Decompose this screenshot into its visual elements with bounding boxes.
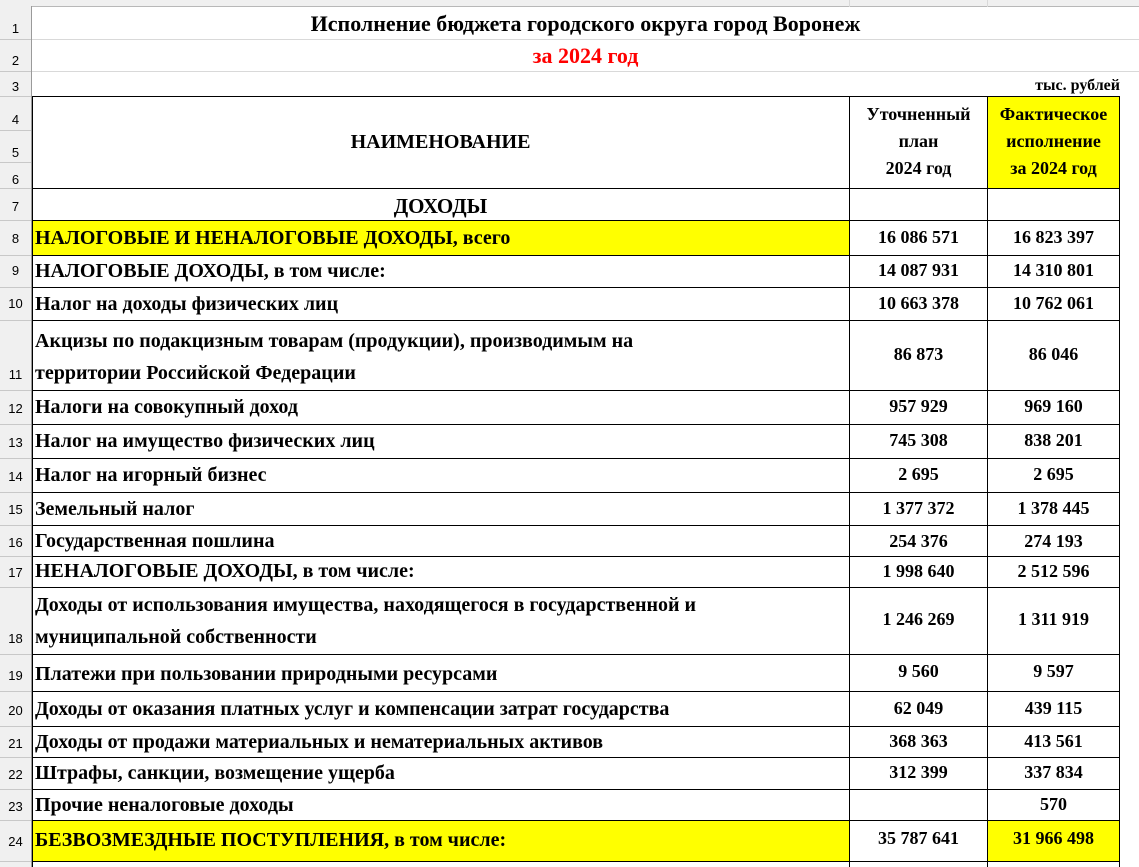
row-name-line: территории Российской Федерации bbox=[35, 362, 356, 384]
fact-value[interactable]: 969 160 bbox=[1024, 396, 1083, 416]
row-number[interactable]: 23 bbox=[8, 799, 23, 814]
row-number[interactable]: 20 bbox=[8, 703, 23, 718]
table-border bbox=[32, 820, 1120, 821]
plan-value[interactable]: 957 929 bbox=[889, 396, 948, 416]
row-separator bbox=[0, 255, 31, 256]
row-separator bbox=[0, 525, 31, 526]
table-border bbox=[32, 458, 1120, 459]
row-separator bbox=[0, 458, 31, 459]
plan-value[interactable]: 1 377 372 bbox=[882, 498, 955, 518]
row-separator bbox=[0, 757, 31, 758]
row-number[interactable]: 22 bbox=[8, 767, 23, 782]
fact-value[interactable]: 274 193 bbox=[1024, 531, 1083, 551]
row-number[interactable]: 2 bbox=[11, 53, 20, 68]
row-name[interactable]: Налог на игорный бизнес bbox=[35, 464, 267, 486]
row-number[interactable]: 10 bbox=[8, 296, 23, 311]
plan-value[interactable]: 35 787 641 bbox=[878, 828, 959, 848]
plan-value[interactable]: 16 086 571 bbox=[878, 227, 959, 247]
table-border bbox=[32, 492, 1120, 493]
row-name[interactable]: Налог на доходы физических лиц bbox=[35, 293, 339, 315]
row-name[interactable]: НАЛОГОВЫЕ ДОХОДЫ, в том числе: bbox=[35, 260, 386, 282]
table-border bbox=[849, 96, 850, 867]
table-border bbox=[32, 861, 1120, 862]
table-border bbox=[32, 320, 1120, 321]
row-number[interactable]: 9 bbox=[11, 263, 20, 278]
header-fact[interactable] bbox=[988, 101, 1119, 182]
plan-value[interactable]: 2 695 bbox=[898, 464, 939, 484]
row-name[interactable]: Доходы от оказания платных услуг и компенсации затрат государства bbox=[35, 698, 670, 720]
plan-value[interactable]: 14 087 931 bbox=[878, 260, 959, 280]
row-number[interactable]: 12 bbox=[8, 401, 23, 416]
units-label[interactable]: тыс. рублей bbox=[1035, 77, 1120, 94]
table-border bbox=[32, 390, 1120, 391]
table-border bbox=[32, 691, 1120, 692]
fact-value[interactable]: 86 046 bbox=[1028, 344, 1079, 364]
table-border bbox=[987, 96, 988, 867]
row-name[interactable]: Прочие неналоговые доходы bbox=[35, 794, 294, 816]
gridline bbox=[32, 39, 1139, 40]
row-name[interactable]: Налоги на совокупный доход bbox=[35, 396, 298, 418]
row-number[interactable]: 15 bbox=[8, 502, 23, 517]
column-header-strip bbox=[0, 0, 1139, 7]
table-border bbox=[32, 96, 1120, 97]
fact-value[interactable]: 838 201 bbox=[1024, 430, 1083, 450]
row-number[interactable]: 13 bbox=[8, 435, 23, 450]
fact-value[interactable]: 31 966 498 bbox=[1013, 828, 1094, 848]
sheet-subtitle[interactable]: за 2024 год bbox=[532, 43, 639, 68]
fact-value[interactable]: 10 762 061 bbox=[1013, 293, 1094, 313]
row-separator bbox=[0, 424, 31, 425]
fact-value[interactable]: 337 834 bbox=[1024, 762, 1083, 782]
table-border bbox=[32, 587, 1120, 588]
row-name-line: муниципальной собственности bbox=[35, 626, 317, 648]
table-border bbox=[32, 789, 1120, 790]
row-name-line: Доходы от использования имущества, находящегося в государственной и bbox=[35, 594, 697, 616]
row-separator bbox=[0, 96, 31, 97]
row-name[interactable]: Доходы от продажи материальных и нематериальных активов bbox=[35, 731, 604, 753]
fact-value[interactable]: 14 310 801 bbox=[1013, 260, 1094, 280]
table-border bbox=[32, 654, 1120, 655]
gridline bbox=[32, 71, 1139, 72]
row-name[interactable]: Штрафы, санкции, возмещение ущерба bbox=[35, 762, 395, 784]
table-border bbox=[32, 287, 1120, 288]
table-border bbox=[32, 726, 1120, 727]
row-name[interactable]: НАЛОГОВЫЕ И НЕНАЛОГОВЫЕ ДОХОДЫ, всего bbox=[35, 227, 511, 249]
fact-value[interactable]: 2 695 bbox=[1033, 464, 1074, 484]
row-number[interactable]: 11 bbox=[8, 367, 23, 382]
header-plan-line: 2024 год bbox=[885, 158, 952, 178]
row-separator bbox=[0, 726, 31, 727]
row-separator bbox=[0, 71, 31, 72]
fact-value[interactable]: 2 512 596 bbox=[1017, 561, 1090, 581]
row-name[interactable]: Налог на имущество физических лиц bbox=[35, 430, 375, 452]
row-name[interactable]: Государственная пошлина bbox=[35, 530, 275, 552]
row-number[interactable]: 8 bbox=[11, 231, 20, 246]
plan-value[interactable]: 86 873 bbox=[893, 344, 944, 364]
header-plan[interactable] bbox=[850, 101, 987, 182]
fact-value[interactable]: 9 597 bbox=[1033, 661, 1074, 681]
row-separator bbox=[0, 287, 31, 288]
table-border bbox=[32, 255, 1120, 256]
section-title[interactable]: ДОХОДЫ bbox=[393, 194, 488, 218]
row-separator bbox=[0, 861, 31, 862]
gridline bbox=[849, 0, 850, 7]
table-border bbox=[1119, 96, 1120, 867]
row-name[interactable]: Земельный налог bbox=[35, 498, 195, 520]
row-number[interactable]: 16 bbox=[8, 535, 23, 550]
row-separator bbox=[0, 492, 31, 493]
table-border bbox=[32, 220, 1120, 221]
table-border bbox=[32, 188, 1120, 189]
gridline bbox=[987, 0, 988, 7]
plan-value[interactable]: 368 363 bbox=[889, 731, 948, 751]
row-number[interactable]: 19 bbox=[8, 668, 23, 683]
sheet-title[interactable]: Исполнение бюджета городского округа город Воронеж bbox=[310, 11, 861, 36]
fact-value[interactable]: 16 823 397 bbox=[1013, 227, 1094, 247]
row-separator bbox=[0, 188, 31, 189]
plan-value[interactable]: 1 246 269 bbox=[882, 609, 955, 629]
plan-value[interactable]: 10 663 378 bbox=[878, 293, 959, 313]
fact-value[interactable]: 413 561 bbox=[1024, 731, 1083, 751]
row-number[interactable]: 3 bbox=[11, 79, 20, 94]
row-number[interactable]: 18 bbox=[8, 631, 23, 646]
header-plan-line: Уточненный bbox=[866, 104, 971, 124]
row-separator bbox=[0, 130, 31, 131]
row-separator bbox=[0, 320, 31, 321]
header-name[interactable]: НАИМЕНОВАНИЕ bbox=[350, 131, 531, 153]
header-fact-line: исполнение bbox=[1006, 131, 1101, 151]
row-number[interactable]: 21 bbox=[8, 736, 23, 751]
plan-value[interactable]: 312 399 bbox=[889, 762, 948, 782]
row-separator bbox=[0, 556, 31, 557]
plan-value[interactable]: 62 049 bbox=[893, 698, 944, 718]
fact-value[interactable]: 439 115 bbox=[1024, 698, 1083, 718]
plan-value[interactable]: 254 376 bbox=[889, 531, 948, 551]
row-name-line: Акцизы по подакцизным товарам (продукции), производимым на bbox=[35, 330, 634, 352]
table-border bbox=[32, 96, 33, 867]
table-border bbox=[32, 525, 1120, 526]
row-number[interactable]: 6 bbox=[11, 172, 20, 187]
fact-value[interactable]: 570 bbox=[1040, 794, 1067, 814]
row-name[interactable]: БЕЗВОЗМЕЗДНЫЕ ПОСТУПЛЕНИЯ, в том числе: bbox=[35, 829, 507, 851]
plan-value[interactable]: 1 998 640 bbox=[882, 561, 955, 581]
row-separator bbox=[0, 789, 31, 790]
table-border bbox=[32, 556, 1120, 557]
row-number[interactable]: 1 bbox=[11, 21, 20, 36]
plan-value[interactable]: 9 560 bbox=[898, 661, 939, 681]
fact-value[interactable]: 1 378 445 bbox=[1017, 498, 1090, 518]
row-number[interactable]: 17 bbox=[8, 565, 23, 580]
row-separator bbox=[0, 587, 31, 588]
table-border bbox=[32, 424, 1120, 425]
row-separator bbox=[0, 162, 31, 163]
plan-value[interactable]: 745 308 bbox=[889, 430, 948, 450]
row-separator bbox=[0, 691, 31, 692]
row-name[interactable] bbox=[32, 325, 849, 389]
row-separator bbox=[0, 654, 31, 655]
fact-value[interactable]: 1 311 919 bbox=[1017, 609, 1089, 629]
header-fact-line: за 2024 год bbox=[1010, 158, 1097, 178]
row-separator bbox=[0, 220, 31, 221]
row-separator bbox=[0, 820, 31, 821]
row-name[interactable]: НЕНАЛОГОВЫЕ ДОХОДЫ, в том числе: bbox=[35, 560, 415, 582]
row-name[interactable] bbox=[32, 589, 849, 653]
header-fact-line: Фактическое bbox=[999, 104, 1108, 124]
row-separator bbox=[0, 39, 31, 40]
row-number[interactable]: 4 bbox=[11, 112, 20, 127]
row-separator bbox=[0, 390, 31, 391]
row-number[interactable]: 5 bbox=[11, 145, 20, 160]
row-number[interactable]: 24 bbox=[8, 834, 23, 849]
row-name[interactable]: Платежи при пользовании природными ресурсами bbox=[35, 663, 498, 685]
table-border bbox=[32, 757, 1120, 758]
row-number[interactable]: 7 bbox=[11, 199, 20, 214]
header-plan-line: план bbox=[898, 131, 939, 151]
row-number[interactable]: 14 bbox=[8, 469, 23, 484]
